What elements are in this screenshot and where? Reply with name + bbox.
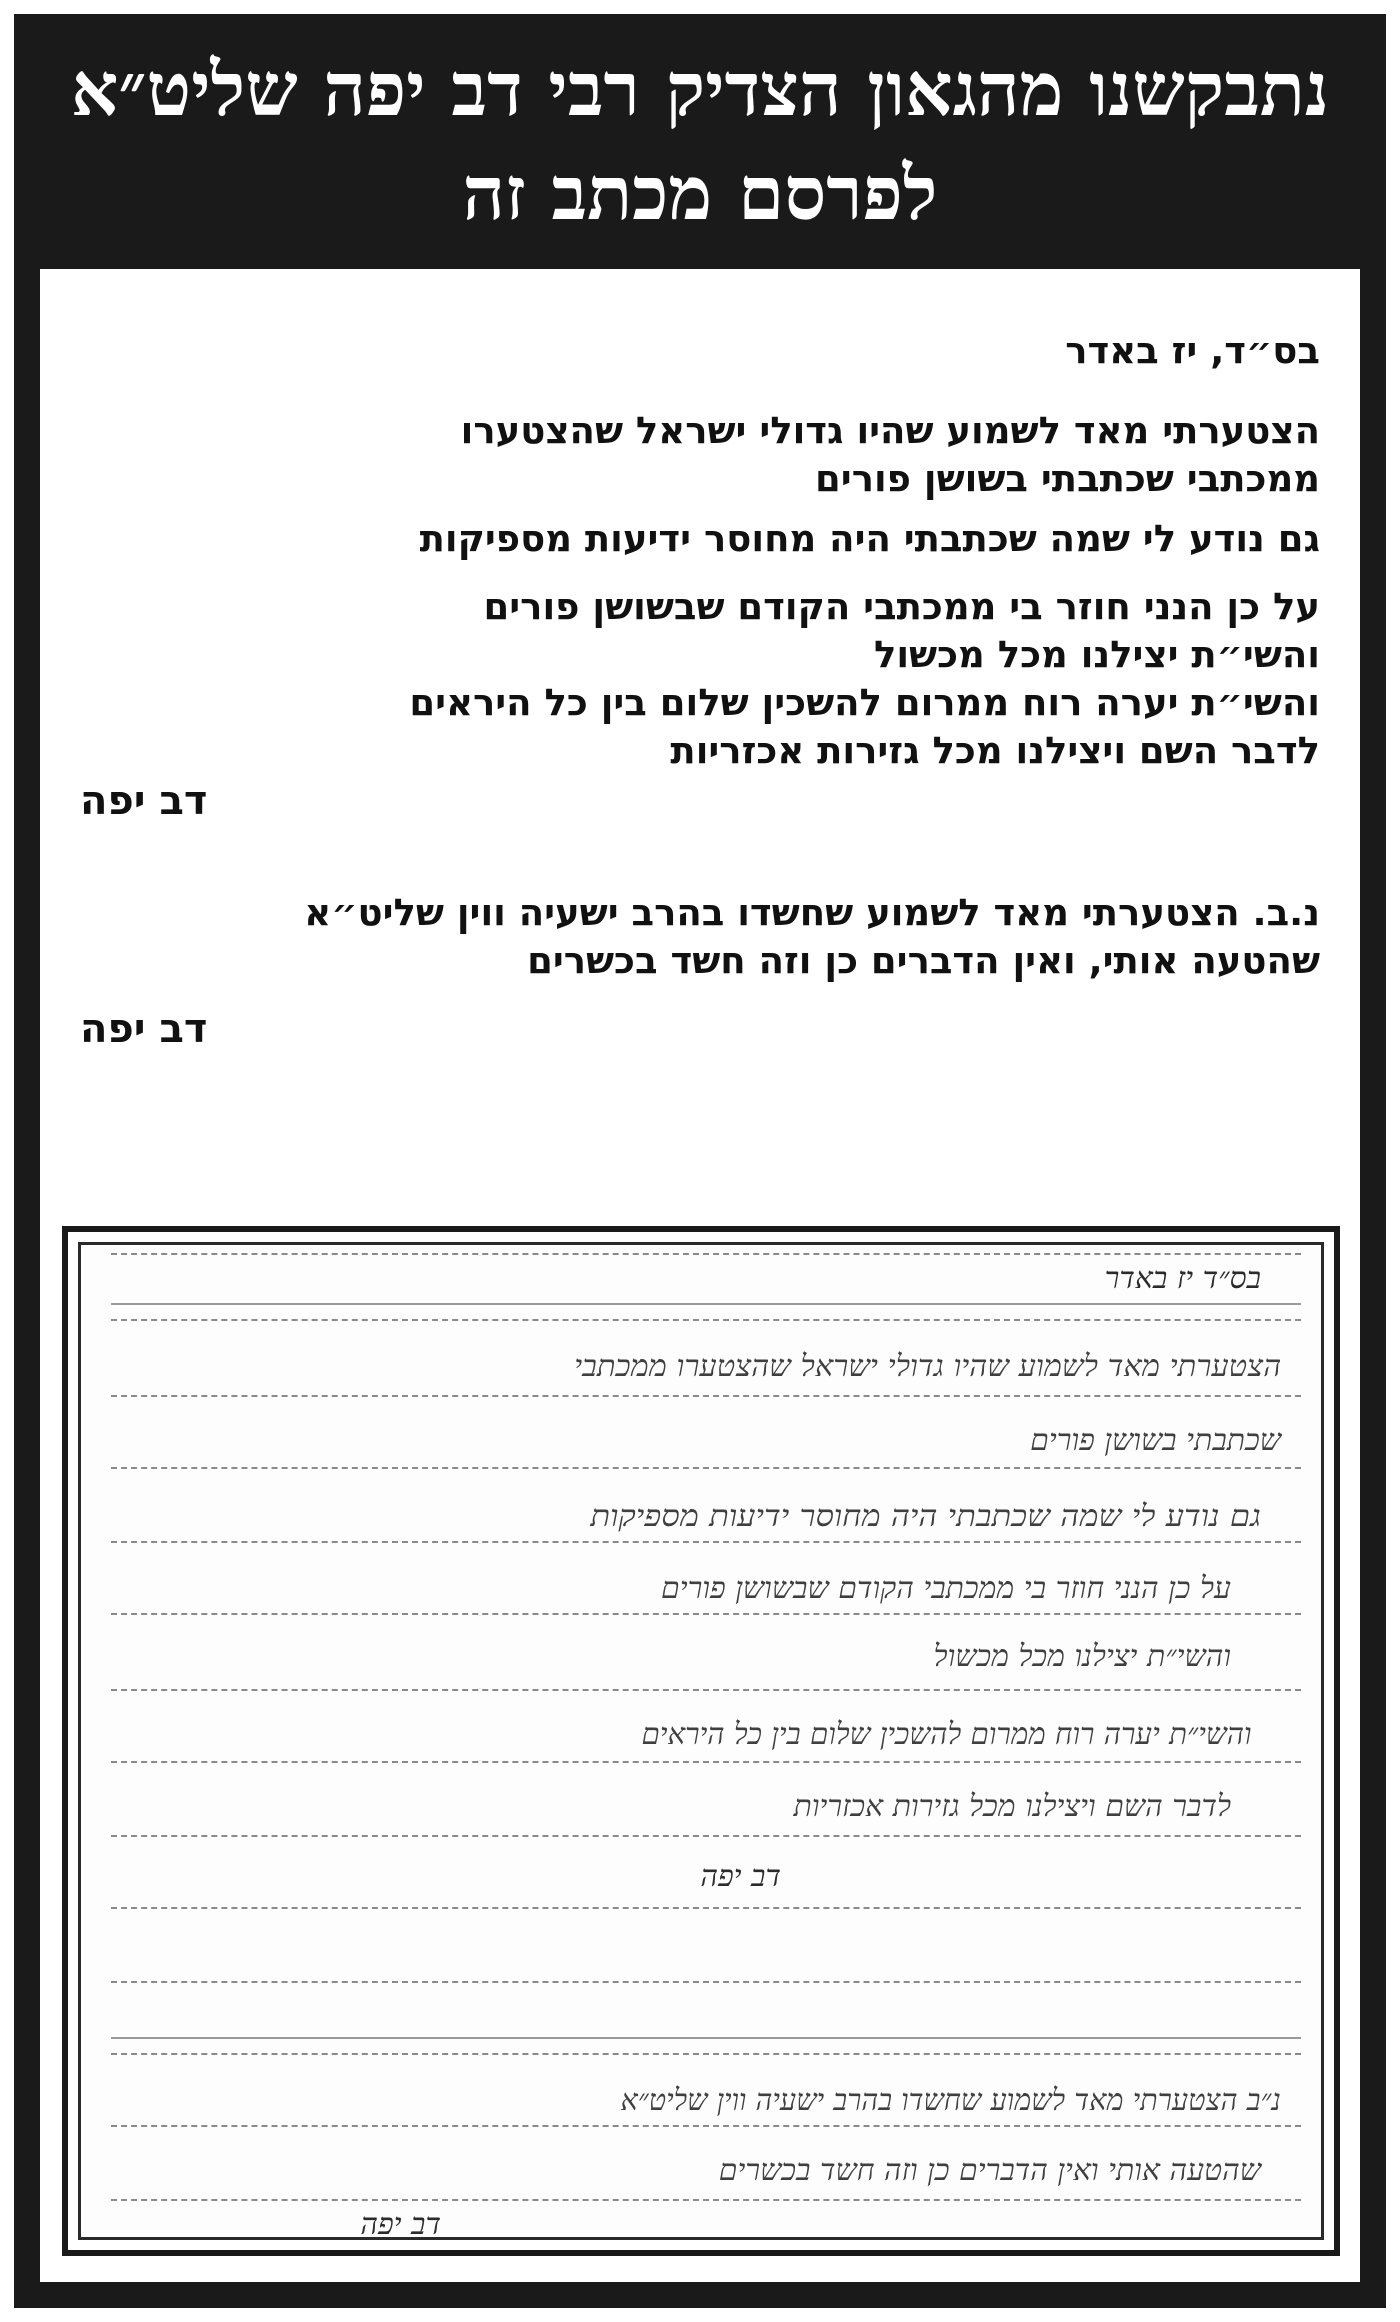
handwritten-line-1: הצטערתי מאד לשמוע שהיו גדולי ישראל שהצטערו ממכתבי: [574, 1349, 1281, 1384]
typed-letter: [40, 269, 1360, 1219]
handwritten-line-7: לדבר השם ויצילנו מכל גזירות אכזריות: [793, 1789, 1231, 1824]
postscript-line-1: נ.ב. הצטערתי מאד לשמוע שחשדו בהרב ישעיה ווין שליט״א: [304, 891, 1320, 934]
letter-line-2: ממכתבי שכתבתי בשושן פורים: [815, 457, 1320, 500]
handwritten-letter-scan: [62, 1226, 1340, 2256]
letter-line-1: הצטערתי מאד לשמוע שהיו גדולי ישראל שהצטערו: [460, 409, 1320, 452]
letter-line-3: גם נודע לי שמה שכתבתי היה מחוסר ידיעות מספיקות: [419, 517, 1320, 560]
header-title-line-2: לפרסם מכתב זה: [462, 150, 938, 237]
ruled-line: [111, 1907, 1301, 1909]
handwritten-signature: דב יפה: [700, 1859, 781, 1894]
letter-signature: דב יפה: [80, 778, 208, 824]
handwritten-letter-page: [78, 1242, 1324, 2240]
ruled-line: [111, 1395, 1301, 1397]
notice-header: [14, 14, 1386, 269]
handwritten-line-3: גם נודע לי שמה שכתבתי היה מחוסר ידיעות מספיקות: [590, 1499, 1261, 1534]
ruled-line: [111, 2199, 1301, 2201]
ruled-line: [111, 2037, 1301, 2039]
notice-frame: [14, 14, 1386, 2308]
letter-line-5: והשי״ת יצילנו מכל מכשול: [873, 633, 1320, 676]
letter-line-4: על כן הנני חוזר בי ממכתבי הקודם שבשושן פורים: [483, 585, 1320, 628]
ruled-line: [111, 1319, 1301, 1321]
handwritten-date: בס״ד יז באדר: [1104, 1261, 1261, 1296]
letter-line-6: והשי״ת יערה רוח ממרום להשכין שלום בין כל היראים: [409, 681, 1320, 724]
ruled-line: [111, 1761, 1301, 1763]
ruled-line: [111, 1613, 1301, 1615]
ruled-line: [111, 1541, 1301, 1543]
handwritten-postscript-signature: דב יפה: [360, 2207, 441, 2240]
ruled-line: [111, 1253, 1301, 1255]
handwritten-line-2: שכתבתי בשושן פורים: [1030, 1423, 1281, 1458]
postscript-signature: דב יפה: [80, 1006, 208, 1052]
ruled-line: [111, 1835, 1301, 1837]
handwritten-line-5: והשי״ת יצילנו מכל מכשול: [933, 1639, 1231, 1674]
letter-paper: [40, 269, 1360, 2282]
ruled-line: [111, 1467, 1301, 1469]
handwritten-postscript-line-1: נ״ב הצטערתי מאד לשמוע שחשדו בהרב ישעיה ווין שליט״א: [620, 2083, 1281, 2118]
postscript-line-2: שהטעה אותי, ואין הדברים כן וזה חשד בכשרים: [527, 939, 1320, 982]
letter-line-7: לדבר השם ויצילנו מכל גזירות אכזריות: [670, 729, 1320, 772]
ruled-line: [111, 2125, 1301, 2127]
letter-date: בס״ד, יז באדר: [1065, 329, 1320, 372]
handwritten-line-4: על כן הנני חוזר בי ממכתבי הקודם שבשושן פורים: [661, 1571, 1231, 1606]
handwritten-postscript-line-2: שהטעה אותי ואין הדברים כן וזה חשד בכשרים: [718, 2153, 1261, 2188]
header-title-line-1: נתבקשנו מהגאון הצדיק רבי דב יפה שליט״א: [70, 46, 1330, 133]
ruled-line: [111, 2053, 1301, 2055]
ruled-line: [111, 1689, 1301, 1691]
ruled-line: [111, 1303, 1301, 1305]
ruled-line: [111, 1981, 1301, 1983]
handwritten-line-6: והשי״ת יערה רוח ממרום להשכין שלום בין כל היראים: [640, 1717, 1251, 1752]
